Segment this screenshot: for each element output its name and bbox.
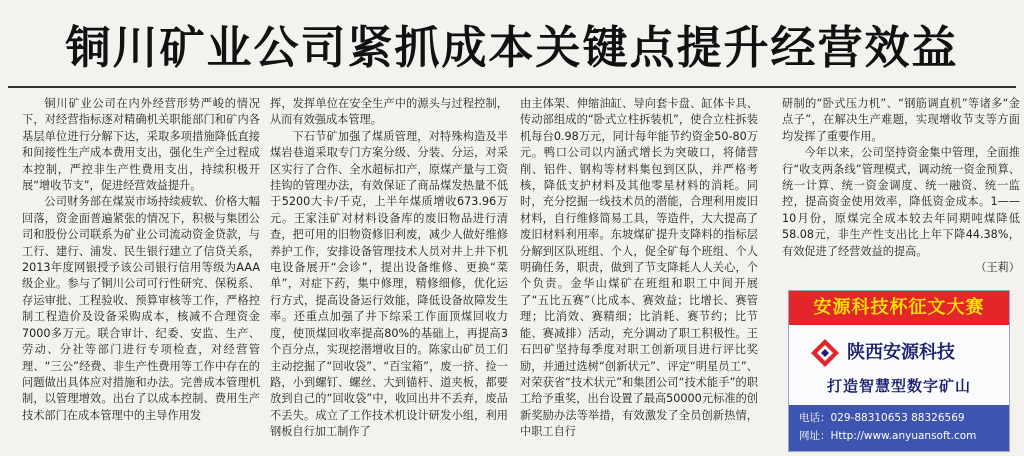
paragraph: 下石节矿加强了煤质管理，对特殊构造及半煤岩巷道采取专门方案分级、分装、分运，对采区实行了合作、全水超标扣产，原煤产量与工资挂钩的管理办法，有效保证了商品煤发热量不低于5200大卡/千克，上半年煤质增收673.96万元。王家洼矿对材料设备库的废旧物品进行清查，把可用的旧物资修旧利废，减少人做好维修养护工作，安排设备管理技术人员对井上井下机电设备展开“会诊”，提出设备维修、更换“菜单”，对症下药，集中修理，精修细修，优化运行方式，提高设备运行效能，降低设备故障发生率。还重点加强了井下综采工作面顶煤回收力度，使顶煤回收率提高80%的基础上，再提高3个百分点，实现挖潜增收目的。陈家山矿员工们主动挖掘了“回收袋”、“百宝箱”，废一挤、捡一路，小到螺钉、螺丝、大到锚杆、道夹板，都要放到自己的“回收袋”中，收回出井不丢弃，废品不丢失。成立了工作技术机设计研发小组，利用钢板自行加工制作了 xyxy=(270,129,508,439)
ad-contact xyxy=(789,405,1009,451)
paragraph: 挥，发挥单位在安全生产中的源头与过程控制，从而有效强成本管理。 xyxy=(270,97,508,127)
article-headline: 铜川矿业公司紧抓成本关键点提升经营效益 xyxy=(65,21,959,74)
article-column-1 xyxy=(22,96,260,456)
paragraph: 今年以来，公司坚持资金集中管理，全面推行“收支两条线”管理模式，调动统一资金预算、统一计算、统一资金调度、统一融资、统一监控，提高资金使用效率，降低资金成本。1——10月份，原煤完全成本较去年同期吨煤降低58.08元，非生产性支出比上年下降44.38%，有效促进了经营效益的提高。 xyxy=(782,146,1020,258)
article-column-2 xyxy=(270,96,508,456)
author-signature: （王莉） xyxy=(975,261,1020,275)
ad-brand-area xyxy=(789,325,1009,405)
article-column-4 xyxy=(782,96,1020,286)
paragraph: 研制的“卧式压力机”、“钢筋调直机”等诸多“金点子”，在解决生产难题，实现增收节支等方面均发挥了重要作用。 xyxy=(782,97,1020,143)
ad-phone: 电话：029-88310653 88326569 xyxy=(799,412,965,424)
ad-company-name: 陕西安源科技 xyxy=(847,342,955,363)
paragraph: 铜川矿业公司在内外经营形势严峻的情况下，对经营指标逐对精确机关职能部门和矿内各基层单位进行分解下达，采取多项措施降低直接和间接性生产成本费用支出，强化生产全过程成本控制，严控非生产性费用支出，持续积极开展“增收节支”，促进经营效益提升。 xyxy=(22,97,260,193)
article-column-3 xyxy=(520,96,758,456)
ad-slogan: 打造智慧型数字矿山 xyxy=(826,377,971,395)
ad-title: 安源科技杯征文大赛 xyxy=(789,291,1009,325)
advertisement-box xyxy=(788,290,1010,452)
headline-rule xyxy=(8,86,1016,88)
company-logo-icon xyxy=(809,337,841,369)
paragraph: 公司财务部在煤炭市场持续疲软、价格大幅回落，资金面普遍紧张的情况下，积极与集团公司和股份公司联系为矿业公司流动资金贷款，与工行、建行、浦发、民生银行建立了信贷关系，2013年度网银授予该公司银行信用等级为AAA级企业。参与了铜川公司可行性研究、保税系、存运审批、工程验收、预算审核等工作，严格控制工程造价及设备采购成本，核减不合理资金7000多万元。联合审计、纪委、安监、生产、劳动、分社等部门进行专项检查，对经营管理、“三公”经费、非生产性费用等工作中存在的问题做出具体应对措施和办法。完善成本管理机制，以管理增效。出台了以成本控制、费用生产技术部门在成本管理中的主导作用发 xyxy=(22,195,260,422)
ad-website: 网址：Http://www.anyuansoft.com xyxy=(799,430,977,442)
paragraph: 由主体架、伸缩油缸、导向套卡盘、缸体卡具、传动部组成的“卧式立柱拆装机”，使合立柱拆装机每台0.98万元，同计每年能节约资金50-80万元。鸭口公司以内涵式增长为突破口，将储营削、铝件、钢构等材料集包到区队，并严格考核，降低支护材料及其他零星材料的消耗。同时，充分挖掘一线技术员的潜能，合理利用废旧材料，自行维修简易工具，等造件，大大提高了废旧材料利用率。东坡煤矿提升支降料的指标层分解到区队班组、个人，促全矿每个班组、个人明确任务，职责，做到了节支降耗人人关心，个个负责。金华山煤矿在班组和职工中间开展了“五比五赛”（比成本、赛效益；比增长、赛管理；比消效、赛精细；比消耗、赛节约；比节能、赛减排）活动，充分调动了职工积极性。王石凹矿坚持每季度对职工创新项目进行评比奖励，并通过选树“创新状元”、评定“明星员工”、对荣获省“技术状元”和集团公司“技术能手”的职工给予重奖，出台设置了最高50000元标准的创新奖励办法等举措，有效激发了全员创新热情，中职工自行 xyxy=(520,97,758,439)
